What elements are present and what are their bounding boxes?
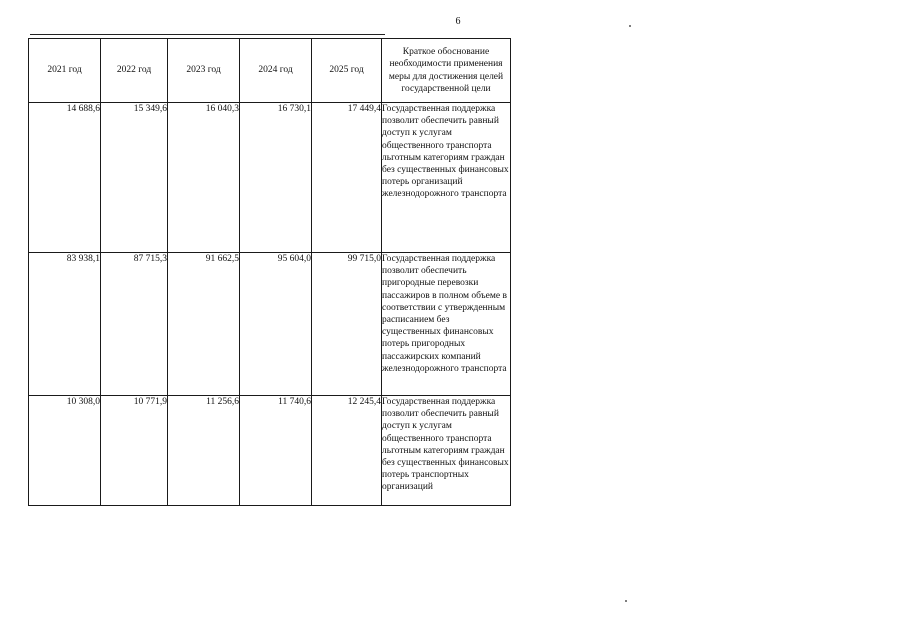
- cell-2021: 83 938,1: [29, 253, 101, 396]
- cell-2025: 99 715,0: [312, 253, 382, 396]
- cell-2023: 16 040,3: [168, 103, 240, 253]
- column-header-2022: 2022 год: [101, 39, 168, 103]
- cell-2021: 10 308,0: [29, 396, 101, 506]
- cell-2021: 14 688,6: [29, 103, 101, 253]
- column-header-justification: Краткое обоснование необходимости применения меры для достижения целей государственной цели: [382, 39, 511, 103]
- scan-speck: [625, 600, 627, 602]
- table-row: [29, 396, 511, 506]
- cell-justification: Государственная поддержка позволит обеспечить равный доступ к услугам общественного транспорта льготным категориям граждан без существенных финансовых потерь организаций железнодорожного транспорта: [382, 103, 511, 253]
- cell-2025: 12 245,4: [312, 396, 382, 506]
- cell-2023: 11 256,6: [168, 396, 240, 506]
- cell-justification: Государственная поддержка позволит обеспечить равный доступ к услугам общественного транспорта льготным категориям граждан без существенных финансовых потерь транспортных организаций: [382, 396, 511, 506]
- cell-justification: Государственная поддержка позволит обеспечить пригородные перевозки пассажиров в полном объеме в соответствии с утвержденным расписанием без существенных финансовых потерь пригородных пассажирских компаний железнодорожного транспорта: [382, 253, 511, 396]
- cell-2022: 15 349,6: [101, 103, 168, 253]
- cell-2023: 91 662,5: [168, 253, 240, 396]
- cell-2024: 16 730,1: [240, 103, 312, 253]
- header-row: [29, 39, 511, 103]
- column-header-2021: 2021 год: [29, 39, 101, 103]
- scan-speck: [629, 25, 631, 27]
- cell-2025: 17 449,4: [312, 103, 382, 253]
- page-number: 6: [455, 16, 461, 27]
- cell-2024: 95 604,0: [240, 253, 312, 396]
- cell-2022: 87 715,3: [101, 253, 168, 396]
- table-row: [29, 253, 511, 396]
- column-header-2024: 2024 год: [240, 39, 312, 103]
- budget-table: [28, 38, 511, 506]
- table-row: [29, 103, 511, 253]
- cell-2024: 11 740,6: [240, 396, 312, 506]
- top-rule: [30, 34, 385, 35]
- cell-2022: 10 771,9: [101, 396, 168, 506]
- column-header-2023: 2023 год: [168, 39, 240, 103]
- column-header-2025: 2025 год: [312, 39, 382, 103]
